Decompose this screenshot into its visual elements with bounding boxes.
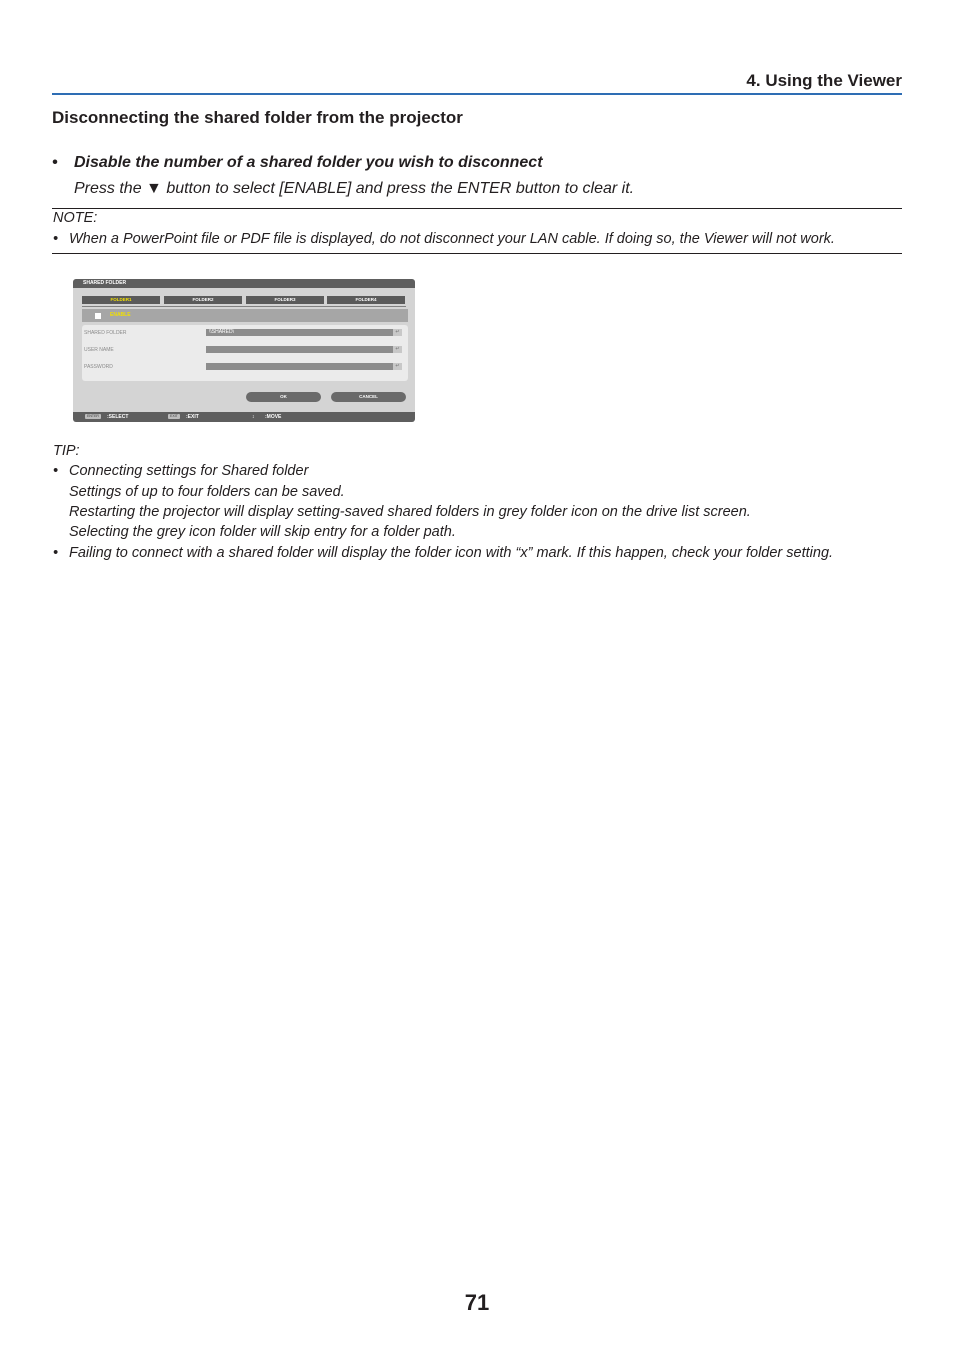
tip-label: TIP: [53,443,80,459]
chapter-title: 4. Using the Viewer [746,71,902,90]
exit-hint: :EXIT [186,414,199,420]
password-input[interactable] [206,363,402,370]
screen-title-bar [73,279,415,288]
note-bottom-rule [52,253,902,254]
tip-item-1-title: Connecting settings for Shared folder [69,463,309,479]
user-name-label: USER NAME [84,347,114,353]
step-bullet: • [52,154,58,171]
step-title: Disable the number of a shared folder you wish to disconnect [74,154,543,171]
folder-settings-form [82,325,408,381]
shared-folder-value: \\SHARED\ [209,329,235,335]
note-bullet: • [53,231,59,247]
tab-folder2[interactable]: FOLDER2 [164,296,242,304]
page-number: 71 [464,1290,490,1315]
tip-item-1-line: Settings of up to four folders can be saved. [69,484,345,500]
step-instruction: Press the ▼ button to select [ENABLE] and press the ENTER button to clear it. [74,180,635,197]
enter-key-icon: ENTER [85,414,101,419]
screen-title: SHARED FOLDER [83,280,127,286]
note-body: When a PowerPoint file or PDF file is displayed, do not disconnect your LAN cable. If doing so, the Viewer will not work. [69,231,835,247]
tip-item-1-line: Restarting the projector will display setting-saved shared folders in grey folder icon on the drive list screen. [69,504,751,520]
ok-button[interactable]: OK [246,392,321,402]
tip-item-1 [53,463,308,479]
tip-item-2-text: Failing to connect with a shared folder will display the folder icon with “x” mark. If this happen, check your folder setting. [69,545,834,561]
tip-bullet: • [53,545,59,561]
tab-folder1[interactable]: FOLDER1 [82,296,160,304]
tip-item-1-line: Selecting the grey icon folder will skip entry for a folder path. [69,524,456,540]
note-top-rule [52,208,902,209]
chapter-divider [52,93,902,95]
enter-icon[interactable]: ↵ [393,363,402,370]
enter-icon[interactable]: ↵ [393,329,402,336]
tab-divider [82,306,406,307]
tip-item-2 [53,545,833,561]
exit-key-icon: EXIT [168,414,180,419]
password-label: PASSWORD [84,364,113,370]
move-arrows-icon: ↕ [252,414,255,420]
enable-checkbox[interactable] [95,313,101,319]
tip-bullet: • [53,463,59,479]
note-label: NOTE: [53,210,98,226]
enter-icon[interactable]: ↵ [393,346,402,353]
section-title: Disconnecting the shared folder from the projector [52,108,463,127]
move-hint: :MOVE [265,414,282,420]
shared-folder-screen [73,279,415,422]
tab-folder3[interactable]: FOLDER3 [246,296,324,304]
shared-folder-label: SHARED FOLDER [84,330,127,336]
note-text [53,231,835,247]
enable-label: ENABLE [110,312,131,318]
shared-folder-input[interactable] [206,329,402,336]
select-hint: :SELECT [107,414,129,420]
screen-footer [73,412,415,422]
cancel-button[interactable]: CANCEL [331,392,406,402]
user-name-input[interactable] [206,346,402,353]
enable-row[interactable] [82,309,408,322]
tab-folder4[interactable]: FOLDER4 [327,296,405,304]
